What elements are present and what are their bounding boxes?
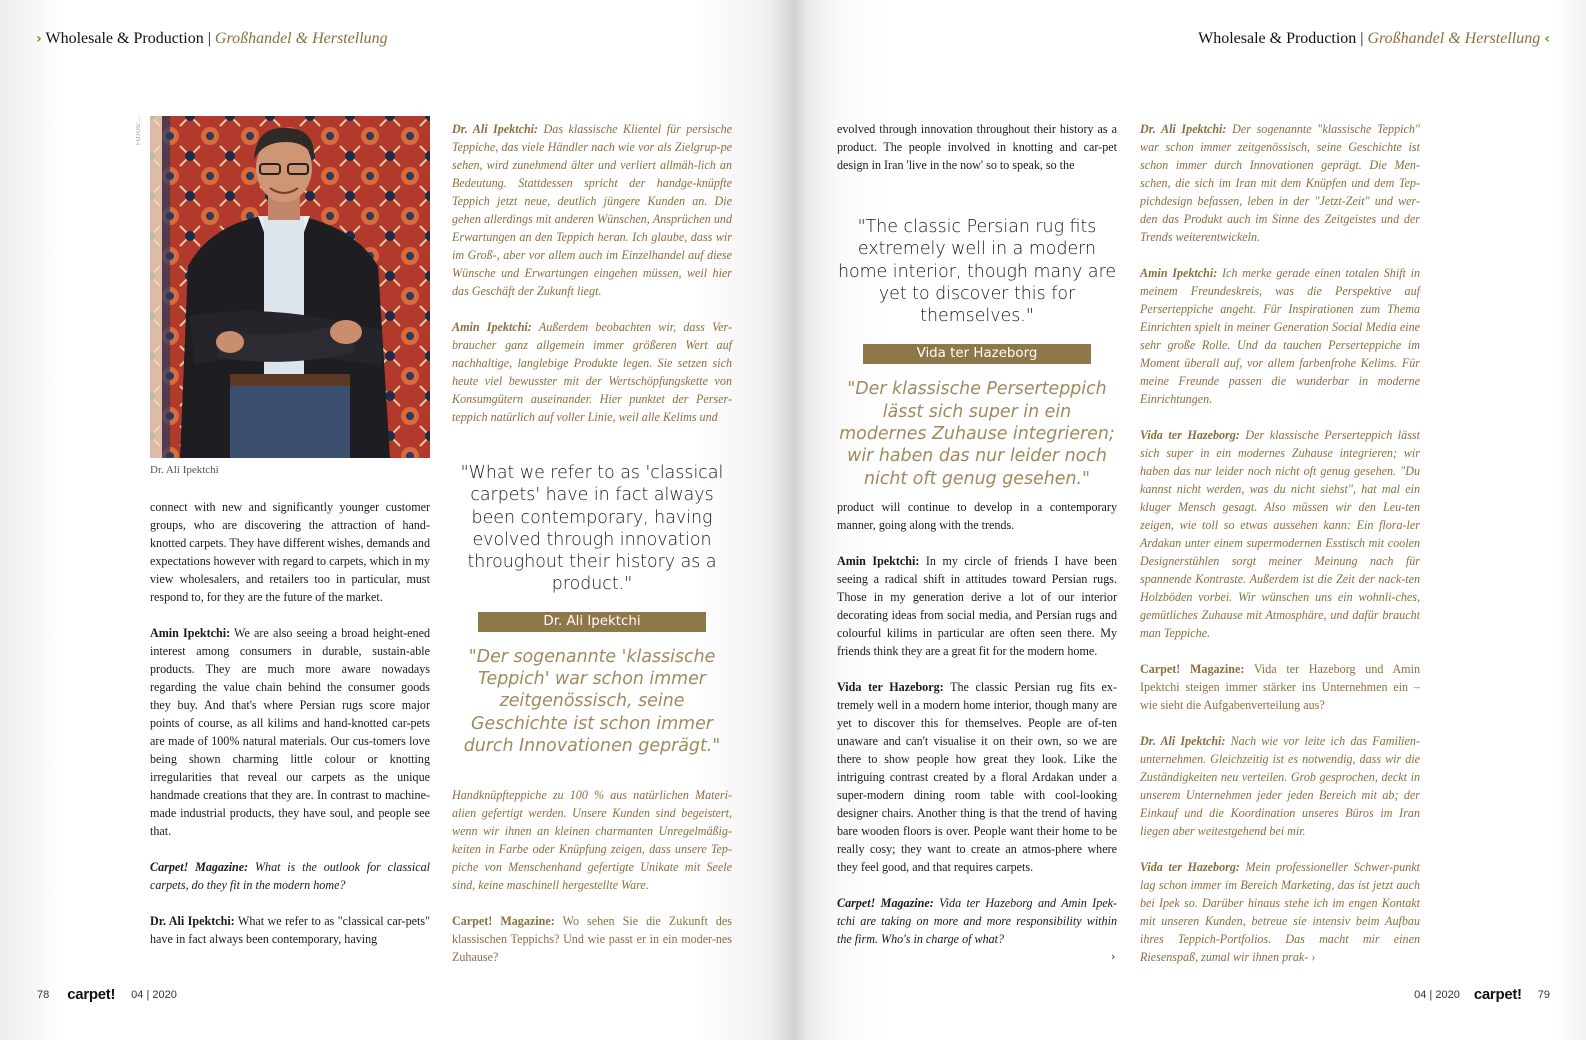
running-header-left — [36, 30, 388, 48]
paragraph: Vida ter Hazeborg: The classic Persian rug fits ex-tremely well in a modern home interior, though many are yet to discover this for themselves. People are of-ten unaware and can't visualise it on their own, so we are there to show people how great they look. Like the intriguing contrast created by a floral Ardakan under a super-modern dining room table with cool-looking designer chairs. Another thing is that the trend of having bare wooden floors is over. People want their home to be really cosy; they want to create an atmos-phere where they feel good, and that requires carpets. — [837, 680, 1117, 874]
right-page — [793, 0, 1586, 1040]
chevron-right-icon: › — [36, 31, 42, 47]
left-col-1 — [150, 498, 430, 966]
continue-arrow-icon: › — [1311, 950, 1316, 964]
paragraph: Amin Ipektchi: We are also seeing a broad height-ened interest among consumers in durable, sustain-able products. They are much more aware nowadays regarding the value chain behind the consumer goods they buy. And that's where Persian rugs score major points of course, as all kilims and hand-knotted car-pets are made of 100% natural materials. Our cus-tomers love being shown charming little colour or knotting irregularities that reveal our carpets as the unique handmade creations that they are. In contrast to machine-made industrial products, they have soul, and people see that. — [150, 626, 431, 838]
pull-quote-right — [837, 216, 1117, 490]
left-col-2-top — [452, 120, 732, 444]
speaker-name: Vida ter Hazeborg: — [1140, 428, 1240, 442]
paragraph-de: Dr. Ali Ipektchi: Nach wie vor leite ich das Familien-unternehmen. Gleichzeitig ist es notwendig, dass wir die Zuständigkeiten neu verteilen. Grob gesprochen, deckt in unserem Unternehmen jeder jeden Bereich mit ab; der Einkauf und die Koordination unseres Büros im Iran liegen aber weitestgehend bei mir. — [1140, 734, 1420, 838]
paragraph-de: Amin Ipektchi: Ich merke gerade einen totalen Shift in meinem Freundeskreis, was die Perspektive auf Perserteppiche angeht. Für Inspirationen zum Thema Einrichten spielt in meiner Generation Social Media eine sehr große Rolle. Und da tauchen Perserteppiche im Moment überall auf, vor allem farbenfrohe Kelims. Für meine Freunde passen die wunderbar in moderne Einrichtungen. — [1140, 266, 1421, 406]
paragraph-de: Dr. Ali Ipektchi: Der sogenannte "klassische Teppich" war schon immer zeitgenössisch, seine Geschichte ist schon immer durch Innovationen geprägt. Die Men-schen, die sich im Iran mit dem Knüpfen und dem Tep-pichdesign befassen, leben in der "Jetzt-Zeit" und wer-den das Produkt auch im Sinne des Zeitgeistes und der Trends weiterentwickeln. — [1140, 122, 1420, 244]
paragraph: Amin Ipektchi: In my circle of friends I have been seeing a radical shift in attitudes toward Persian rugs. Those in my generation derive a lot of our interior decorating ideas from social media, and Persian rugs and colourful kilims in particular are often seen there. My friends think they are a great fit for the modern home. — [837, 554, 1117, 658]
paragraph-de: Carpet! Magazine: Vida ter Hazeborg und Amin Ipektchi steigen immer stärker ins Unternehmen ein – wie sieht die Aufgabenverteilung aus? — [1140, 662, 1420, 712]
header-title-de: Großhandel & Herstellung — [214, 30, 388, 47]
photo-caption: Dr. Ali Ipektchi — [150, 464, 219, 476]
speaker-name: Dr. Ali Ipektchi: — [452, 122, 539, 136]
header-title-en: Wholesale & Production — [45, 30, 204, 47]
header-title-en: Wholesale & Production — [1198, 30, 1357, 47]
pull-quote-en: "What we refer to as 'classical carpets' have in fact always been contemporary, having evolved through innovation throughout their history as a product." — [460, 463, 724, 595]
carpet-logo: carpet! — [67, 986, 116, 1003]
photo-credit: FOTOS: ... — [136, 116, 142, 145]
header-title-de: Großhandel & Herstellung — [1367, 30, 1541, 47]
magazine-question: Carpet! Magazine: What is the outlook for classical carpets, do they fit in the modern home? — [150, 860, 430, 892]
paragraph: product will continue to develop in a contemporary manner, going along with the trends. — [837, 500, 1117, 532]
paragraph: connect with new and significantly younger customer groups, who are discovering the attraction of hand-knotted carpets. They have different wishes, demands and expectations however with regard to carpets, which in my view wholesalers, and retailers too in particular, must respond to, for they are the future of the market. — [150, 500, 430, 604]
speaker-name: Carpet! Magazine: — [452, 914, 555, 928]
right-col-2 — [1140, 120, 1420, 984]
speaker-name: Carpet! Magazine: — [837, 896, 934, 910]
speaker-name: Dr. Ali Ipektchi: — [1140, 122, 1227, 136]
speaker-name: Vida ter Hazeborg: — [837, 680, 944, 694]
pull-quote-name-bar: Vida ter Hazeborg — [863, 344, 1091, 364]
paragraph-de: Vida ter Hazeborg: Der klassische Perserteppich lässt sich super in ein modernes Zuhause integrieren; wir haben das nur leider noch nicht oft genug gesehen. "Du kannst nicht werden, was du nicht siehst", hat mal ein kluger Mensch gesagt. Also müssen wir den Leu-ten zeigen, wie toll so etwas aussehen kann: Ein flora-ler Ardakan unter einem supermodernen Esstisch mit coolen Designerstühlen sorgt meiner Meinung nach für spannende Kontraste. Außerdem ist die Zeit der nack-ten Holzböden vorbei. Wir wünschen uns ein wohnli-ches, gemütliches Zuhause mit Atmosphäre, und dafür braucht man Teppiche. — [1140, 428, 1420, 640]
footer-left — [37, 986, 177, 1003]
page-number: 78 — [37, 988, 50, 1001]
speaker-name: Vida ter Hazeborg: — [1140, 860, 1240, 874]
magazine-question: Carpet! Magazine: Vida ter Hazeborg and Amin Ipek-tchi are taking on more and more responsibility within the firm. Who's in charge of what? — [837, 896, 1118, 946]
right-col-1-top — [837, 120, 1117, 192]
pull-quote-left — [452, 462, 732, 757]
speaker-name: Carpet! Magazine: — [150, 860, 249, 874]
carpet-logo: carpet! — [1473, 986, 1522, 1003]
running-header-right — [1198, 30, 1550, 48]
page-number: 79 — [1537, 988, 1550, 1001]
paragraph-de: Dr. Ali Ipektchi: Das klassische Klientel für persische Teppiche, das viele Händler nach wie vor als Zielgrup-pe sehen, wird zunehmend älter und verliert allmäh-lich an Bedeutung. Stattdessen spricht der handge-knüpfte Teppich jetzt neue, deutlich jüngere Kunden an. Die gehen allerdings mit anderen Wünschen, Ansprüchen und Erwartungen an den Teppich heran. Ich glaube, dass wir im Groß-, aber vor allem auch im Einzelhandel auf diese Wünsche und Erwartungen eingehen müssen, weil hier das Geschäft der Zukunft liegt. — [452, 122, 732, 298]
header-separator: | — [207, 30, 211, 47]
footer-right — [1414, 986, 1550, 1003]
paragraph-de: Amin Ipektchi: Außerdem beobachten wir, dass Ver-braucher ganz allgemein immer größeren Wert auf nachhaltige, langlebige Produkte legen. Sie setzen sich heute viel bewusster mit der Wertschöpfungskette von Konsumgütern auseinander. Hier punktet der Perser-teppich natürlich auf voller Linie, weil alle Kelims und — [452, 320, 732, 424]
speaker-name: Amin Ipektchi: — [1140, 266, 1218, 280]
continue-arrow-icon: › — [1111, 950, 1116, 963]
paragraph: evolved through innovation throughout their history as a product. The people involved in knotting and car-pet design in Iran 'live in the now' so to speak, so the — [837, 122, 1117, 172]
speaker-name: Amin Ipektchi: — [150, 626, 231, 640]
chevron-left-icon: ‹ — [1544, 31, 1550, 47]
pull-quote-de: "Der klassische Perserteppich lässt sich super in ein modernes Zuhause integrieren; wir haben das nur leider noch nicht oft genug gesehen." — [839, 379, 1115, 489]
header-separator: | — [1360, 30, 1364, 47]
right-col-1-bottom — [837, 498, 1117, 966]
pull-quote-name-bar: Dr. Ali Ipektchi — [478, 612, 706, 632]
speaker-name: Amin Ipektchi: — [452, 320, 532, 334]
speaker-name: Dr. Ali Ipektchi: — [1140, 734, 1226, 748]
pull-quote-en: "The classic Persian rug fits extremely well in a modern home interior, though many are yet to discover this for themselves." — [837, 217, 1117, 327]
paragraph-de: Handknüpfteppiche zu 100 % aus natürlichen Materi-alien gefertigt werden. Unsere Kunden sind begeistert, wenn wir ihnen an kleinen charmanten Unregelmäßig-keiten in Farbe oder Knüpfung zeigen, dass unsere Tep-piche von Menschenhand gefertigte Unikate mit Seele sind, keine maschinell hergestellte Ware. — [452, 788, 732, 892]
left-col-2-bottom — [452, 786, 732, 984]
paragraph-de: Vida ter Hazeborg: Mein professioneller Schwer-punkt lag schon immer im Bereich Marketing, das ist jetzt auch bei Ipek so. Darüber hinaus stehe ich im engen Kontakt mit unseren Kunden, betreue sie intensiv beim Aufbau ihres Teppich-Portfolios. Das macht mir einen Riesenspaß, zumal wir ihnen prak- › — [1140, 860, 1420, 964]
pull-quote-de: "Der sogenannte 'klassische Teppich' war schon immer zeitgenössisch, seine Geschichte ist schon immer durch Innovationen geprägt." — [463, 646, 721, 756]
portrait-photo — [150, 116, 430, 458]
paragraph: Dr. Ali Ipektchi: What we refer to as "classical car-pets" have in fact always been contemporary, having — [150, 914, 431, 946]
speaker-name: Carpet! Magazine: — [1140, 662, 1245, 676]
speaker-name: Dr. Ali Ipektchi: — [150, 914, 235, 928]
speaker-name: Amin Ipektchi: — [837, 554, 920, 568]
issue-number: 04 | 2020 — [1414, 988, 1460, 1001]
issue-number: 04 | 2020 — [131, 988, 177, 1001]
paragraph-de: Carpet! Magazine: Wo sehen Sie die Zukunft des klassischen Teppichs? Und wie passt er in ein moder-nes Zuhause? — [452, 914, 732, 964]
